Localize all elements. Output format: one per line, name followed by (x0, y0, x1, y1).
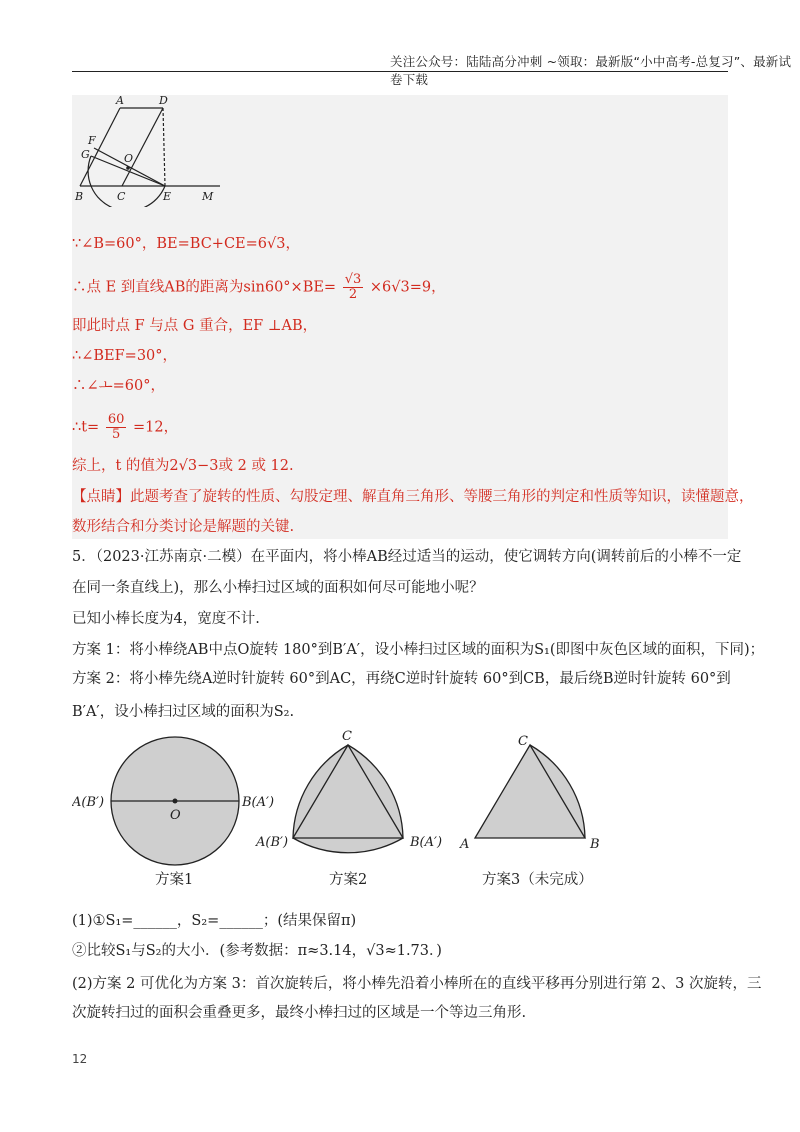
question-2-line-2: 次旋转扫过的面积会重叠更多，最终小棒扫过的区域是一个等边三角形. (72, 1005, 527, 1021)
label-B: B (75, 190, 84, 203)
fraction-denominator: 5 (111, 427, 121, 442)
fig2-label-right: B(A′) (410, 835, 443, 850)
page-number: 12 (72, 1052, 88, 1066)
label-E: E (163, 190, 172, 203)
solution-line-7: 综上，t 的值为2√3−3或 2 或 12. (72, 458, 294, 474)
figure-scheme-2 (255, 729, 442, 853)
solution-line-4: ∴∠BEF=30°， (72, 348, 178, 364)
problem-line-2: 在同一条直线上)，那么小棒扫过区域的面积如何尽可能地小呢？ (72, 580, 484, 596)
geometry-figure-top (72, 92, 232, 207)
fig1-caption: 方案1 (155, 872, 194, 888)
fig1-label-center: O (170, 808, 181, 823)
fraction-numerator: 60 (107, 412, 125, 427)
solution-line-2-a: ∴点 E 到直线AB的距离为sin60°×BE= (72, 279, 337, 296)
point-O (173, 799, 178, 804)
solution-line-6 (72, 413, 178, 442)
header-rule (72, 71, 728, 72)
solution-line-9: 数形结合和分类讨论是解题的关键. (72, 519, 295, 535)
fraction-60-over-5 (106, 413, 127, 442)
fig3-label-left: A (460, 837, 470, 852)
fraction-denominator: 2 (348, 287, 358, 302)
fig3-label-right: B (590, 837, 600, 852)
partial-swept-area (475, 745, 585, 838)
page-header: 关注公众号：陆陆高分冲刺 ~领取：最新版“小中高考-总复习”、最新试卷下载 (390, 54, 792, 87)
label-A: A (116, 94, 124, 107)
fraction-numerator: √3 (344, 272, 362, 287)
fig1-label-left: A(B′) (72, 795, 105, 810)
label-D: D (159, 94, 168, 107)
figure-scheme-1 (72, 737, 274, 865)
solution-line-6-a: ∴t= (72, 419, 100, 436)
fig3-label-top: C (518, 734, 528, 749)
fraction-sqrt3-over-2 (343, 273, 364, 302)
point-O (126, 166, 130, 170)
problem-line-3: 已知小棒长度为4，宽度不计. (72, 611, 260, 627)
solution-line-1: ∵∠B=60°，BE=BC+CE=6√3， (72, 236, 300, 252)
figure-scheme-3 (459, 734, 600, 852)
problem-line-5: 方案 2：将小棒先绕A逆时针旋转 60°到AC，再绕C逆时针旋转 60°到CB，最后绕B逆时针旋转 60°到 (72, 671, 731, 687)
solution-line-6-b: =12， (132, 419, 179, 436)
question-2-line-1: (2)方案 2 可优化为方案 3：首次旋转后，将小棒先沿着小棒所在的直线平移再分别进行第 2、3 次旋转，三 (72, 976, 762, 992)
fig2-caption: 方案2 (329, 872, 368, 888)
label-F: F (88, 134, 96, 147)
solution-line-2 (72, 273, 446, 302)
label-C: C (117, 190, 126, 203)
fig1-label-right: B(A′) (242, 795, 275, 810)
label-M: M (202, 190, 214, 203)
reuleaux-swept-area (293, 745, 403, 853)
fig2-label-top: C (342, 729, 352, 744)
solution-line-8: 【点睛】此题考查了旋转的性质、勾股定理、解直角三角形、等腰三角形的判定和性质等知识，读懂题意， (72, 489, 754, 505)
solution-line-3: 即此时点 F 与点 G 重合，EF ⊥AB， (72, 318, 318, 334)
solution-line-5: ∴∠ㅗ=60°， (72, 378, 166, 394)
label-G: G (81, 148, 90, 161)
fig3-caption: 方案3（未完成） (482, 872, 593, 888)
segment-DE (163, 108, 165, 186)
question-1-2: ②比较S₁与S₂的大小．(参考数据：π≈3.14，√3≈1.73．) (72, 943, 442, 959)
question-1-1: (1)①S₁=______，S₂=______；(结果保留π) (72, 913, 357, 929)
segment-AB (80, 108, 120, 186)
label-O: O (124, 152, 134, 165)
problem-line-1: 5．（2023·江苏南京·二模）在平面内，将小棒AB经过适当的运动，使它调转方向(调转前后的小棒不一定 (72, 549, 742, 565)
problem-line-6: B′A′，设小棒扫过区域的面积为S₂. (72, 704, 295, 720)
scheme-figures (72, 727, 652, 892)
problem-line-4: 方案 1：将小棒绕AB中点O旋转 180°到B′A′，设小棒扫过区域的面积为S₁(即图中灰色区域的面积，下同)； (72, 642, 765, 658)
solution-line-2-b: ×6√3=9， (369, 279, 446, 296)
fig2-label-left: A(B′) (256, 835, 289, 850)
